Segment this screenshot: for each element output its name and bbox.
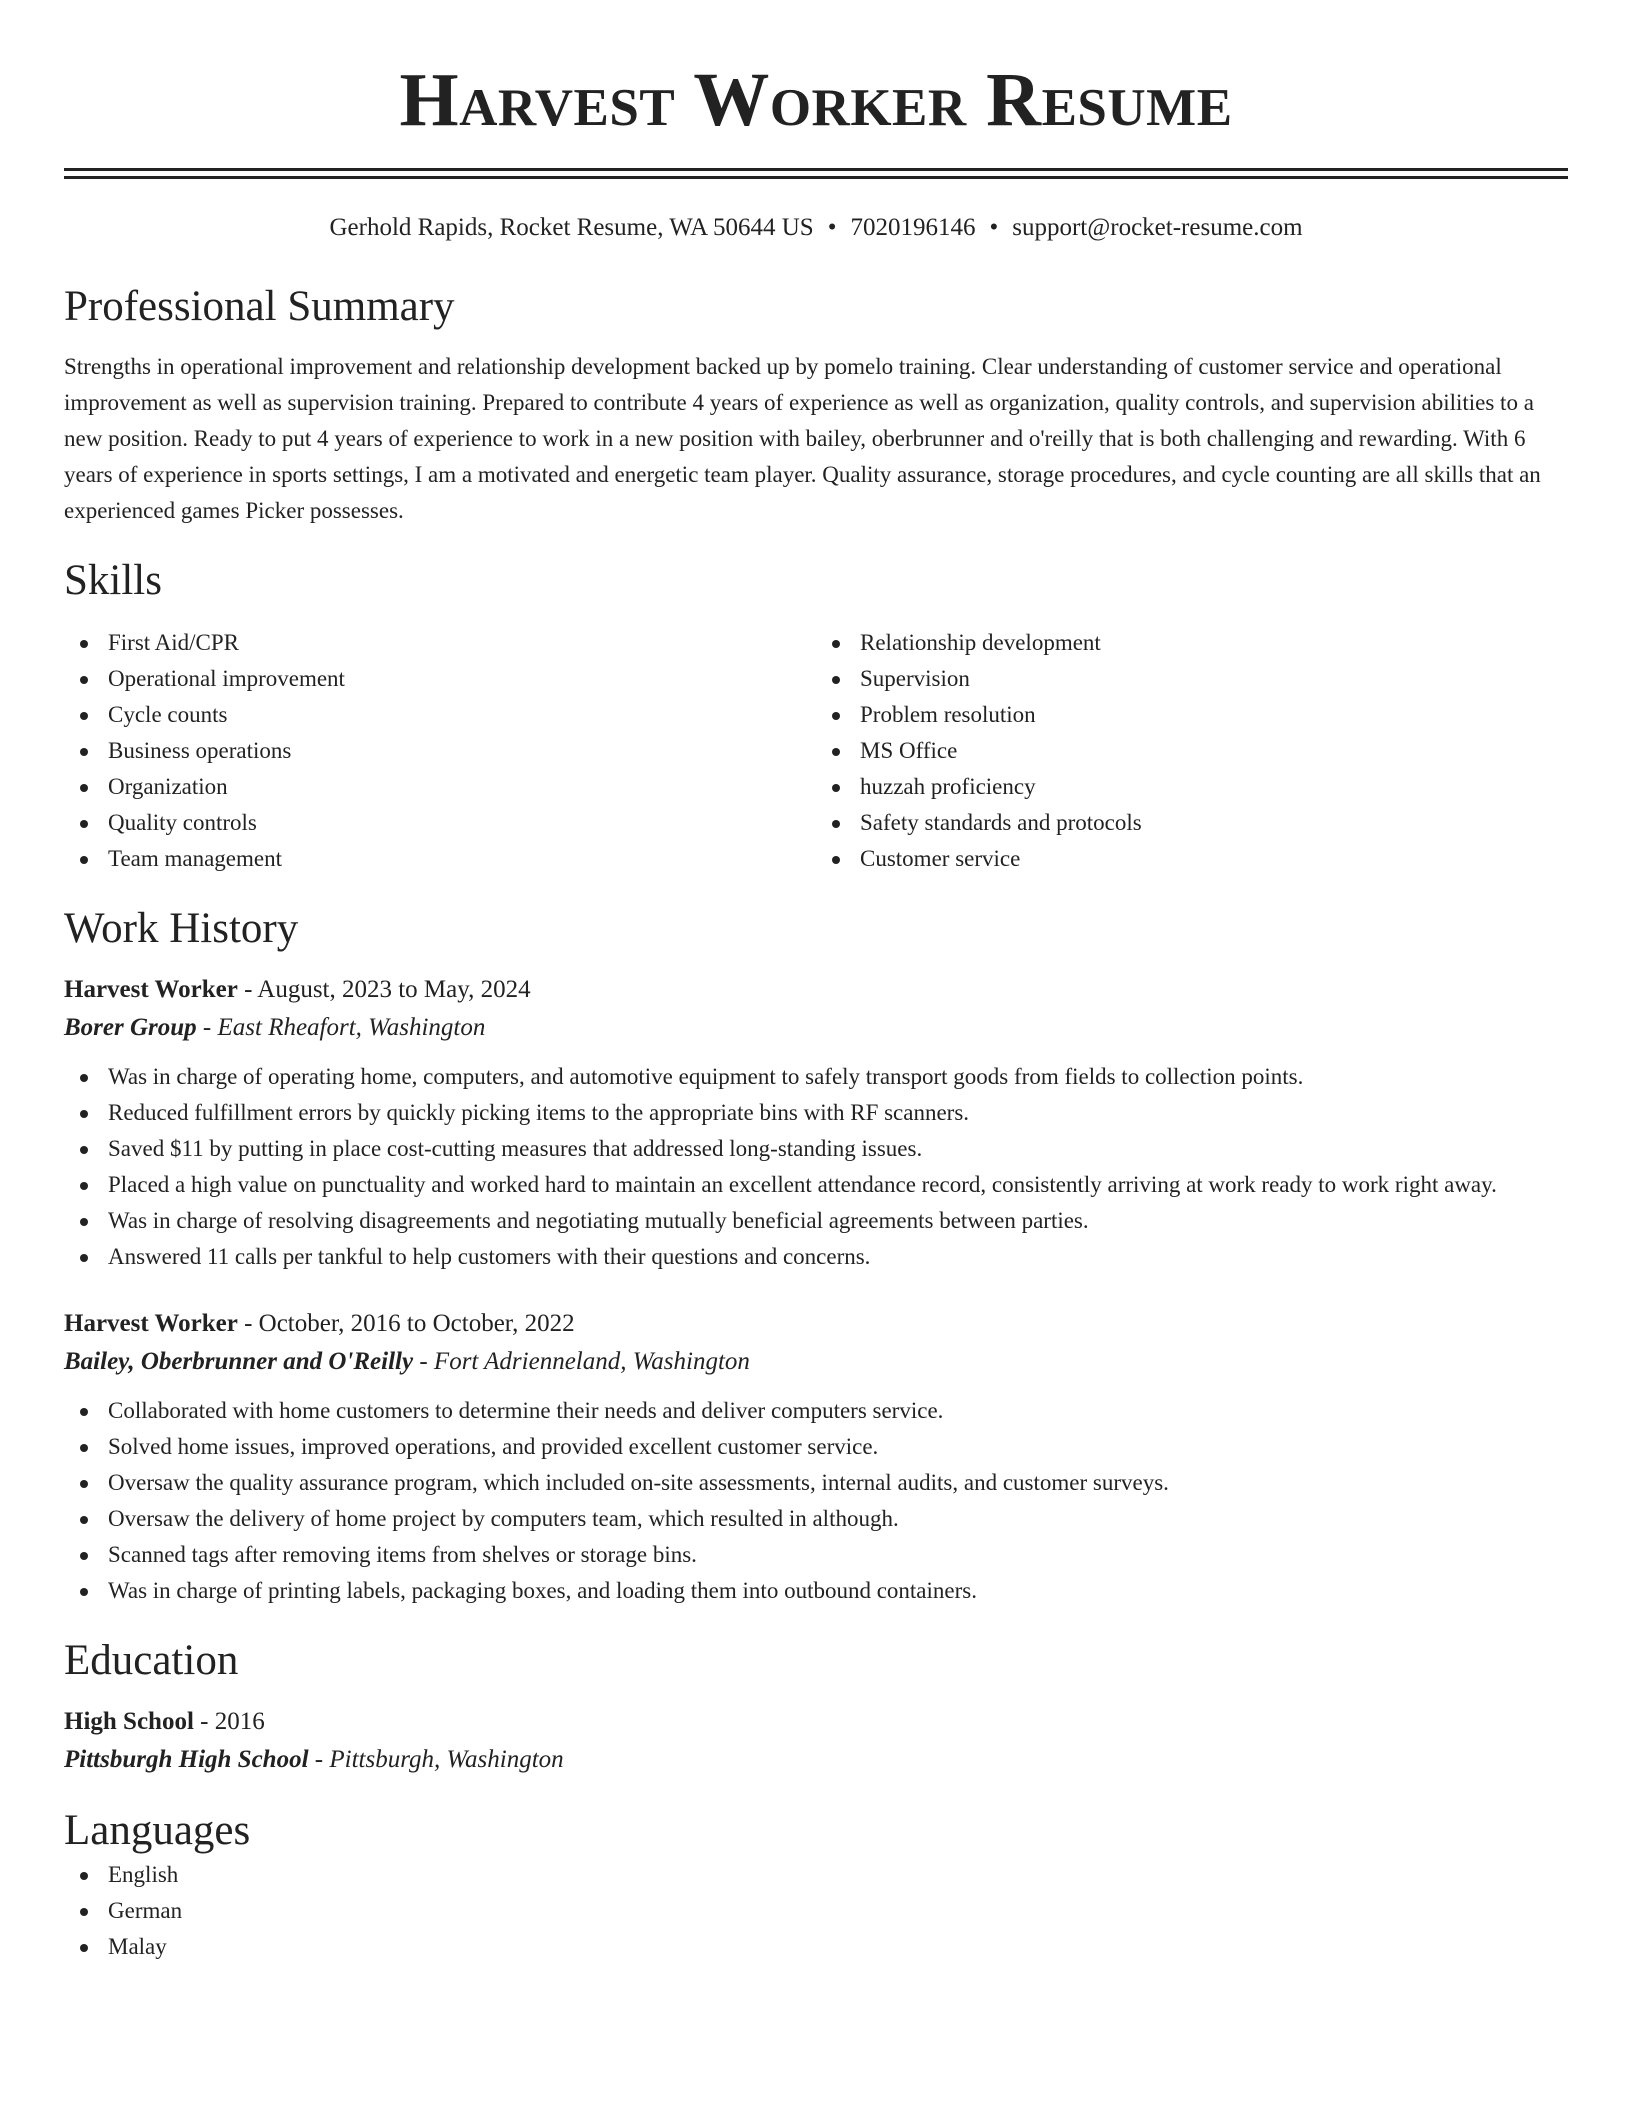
job-duty: Was in charge of operating home, computers, and automotive equipment to safely transport goods from fields to collection points. (64, 1059, 1568, 1095)
skills-column-right (816, 625, 1568, 877)
job-duty: Answered 11 calls per tankful to help customers with their questions and concerns. (64, 1239, 1568, 1275)
job-title: Harvest Worker (64, 1310, 238, 1337)
work-history-heading: Work History (64, 905, 299, 952)
contact-email: support@rocket-resume.com (1012, 214, 1303, 241)
skill-item: Supervision (816, 661, 1568, 697)
skill-item: huzzah proficiency (816, 769, 1568, 805)
job-company-line (64, 1343, 1568, 1381)
job-duty: Collaborated with home customers to determine their needs and deliver computers service. (64, 1393, 1568, 1429)
language-item: Malay (64, 1929, 1568, 1965)
contact-line (64, 213, 1568, 243)
job-duty: Reduced fulfillment errors by quickly picking items to the appropriate bins with RF scanners. (64, 1095, 1568, 1131)
education-entry (64, 1703, 1568, 1779)
skills-grid (64, 625, 1568, 877)
job-dates: - August, 2023 to May, 2024 (237, 976, 531, 1003)
skill-item: Business operations (64, 733, 816, 769)
job-duty: Was in charge of resolving disagreements and negotiating mutually beneficial agreements between parties. (64, 1203, 1568, 1239)
education-year: - 2016 (193, 1708, 265, 1735)
job-duty: Was in charge of printing labels, packaging boxes, and loading them into outbound containers. (64, 1573, 1568, 1609)
language-item: English (64, 1857, 1568, 1893)
education-school: Pittsburgh High School (64, 1746, 309, 1773)
education-degree: High School (64, 1708, 194, 1735)
title-divider (64, 168, 1568, 179)
summary-text: Strengths in operational improvement and relationship development backed up by pomelo training. Clear understanding of customer service and operational improvement as well as supervision training. Prepared to contribute 4 years of experience as well as organization, quality controls, and supervision abilities to a new position. Ready to put 4 years of experience to work in a new position with bailey, oberbrunner and o'reilly that is both challenging and rewarding. With 6 years of experience in sports settings, I am a motivated and energetic team player. Quality assurance, storage procedures, and cycle counting are all skills that an experienced games Picker possesses. (64, 354, 1541, 523)
job-location: - Fort Adrienneland, Washington (413, 1348, 750, 1375)
job-location: - East Rheafort, Washington (196, 1014, 486, 1041)
job-duties-list (64, 1393, 1568, 1609)
skill-item: Customer service (816, 841, 1568, 877)
summary-heading: Professional Summary (64, 283, 455, 330)
job-entry (64, 971, 1568, 1275)
job-company: Bailey, Oberbrunner and O'Reilly (64, 1348, 414, 1375)
job-title-line (64, 971, 1568, 1009)
contact-separator: • (827, 214, 837, 241)
skill-item: Organization (64, 769, 816, 805)
skill-item: Safety standards and protocols (816, 805, 1568, 841)
skills-list-right (816, 625, 1568, 877)
job-duties-list (64, 1059, 1568, 1275)
language-item: German (64, 1893, 1568, 1929)
skill-item: Problem resolution (816, 697, 1568, 733)
job-duty: Solved home issues, improved operations, and provided excellent customer service. (64, 1429, 1568, 1465)
job-dates: - October, 2016 to October, 2022 (237, 1310, 575, 1337)
skills-heading: Skills (64, 557, 162, 604)
contact-address: Gerhold Rapids, Rocket Resume, WA 50644 US (329, 214, 814, 241)
resume-title: Harvest Worker Resume (399, 58, 1233, 142)
education-degree-line (64, 1703, 1568, 1741)
education-school-line (64, 1741, 1568, 1779)
skill-item: Relationship development (816, 625, 1568, 661)
job-entry (64, 1305, 1568, 1609)
job-company: Borer Group (64, 1014, 197, 1041)
education-heading: Education (64, 1637, 239, 1684)
education-location: - Pittsburgh, Washington (308, 1746, 564, 1773)
contact-phone: 7020196146 (850, 214, 976, 241)
job-duty: Oversaw the delivery of home project by computers team, which resulted in although. (64, 1501, 1568, 1537)
skill-item: First Aid/CPR (64, 625, 816, 661)
job-duty: Scanned tags after removing items from shelves or storage bins. (64, 1537, 1568, 1573)
contact-separator: • (989, 214, 999, 241)
languages-heading: Languages (64, 1807, 251, 1854)
skill-item: Cycle counts (64, 697, 816, 733)
skill-item: Team management (64, 841, 816, 877)
job-duty: Saved $11 by putting in place cost-cutting measures that addressed long-standing issues. (64, 1131, 1568, 1167)
job-duty: Placed a high value on punctuality and worked hard to maintain an excellent attendance record, consistently arriving at work ready to work right away. (64, 1167, 1568, 1203)
job-duty: Oversaw the quality assurance program, which included on-site assessments, internal audits, and customer surveys. (64, 1465, 1568, 1501)
job-company-line (64, 1009, 1568, 1047)
languages-list (64, 1857, 1568, 1965)
skill-item: Operational improvement (64, 661, 816, 697)
skill-item: Quality controls (64, 805, 816, 841)
skills-column-left (64, 625, 816, 877)
job-title-line (64, 1305, 1568, 1343)
skills-list-left (64, 625, 816, 877)
job-title: Harvest Worker (64, 976, 238, 1003)
skill-item: MS Office (816, 733, 1568, 769)
